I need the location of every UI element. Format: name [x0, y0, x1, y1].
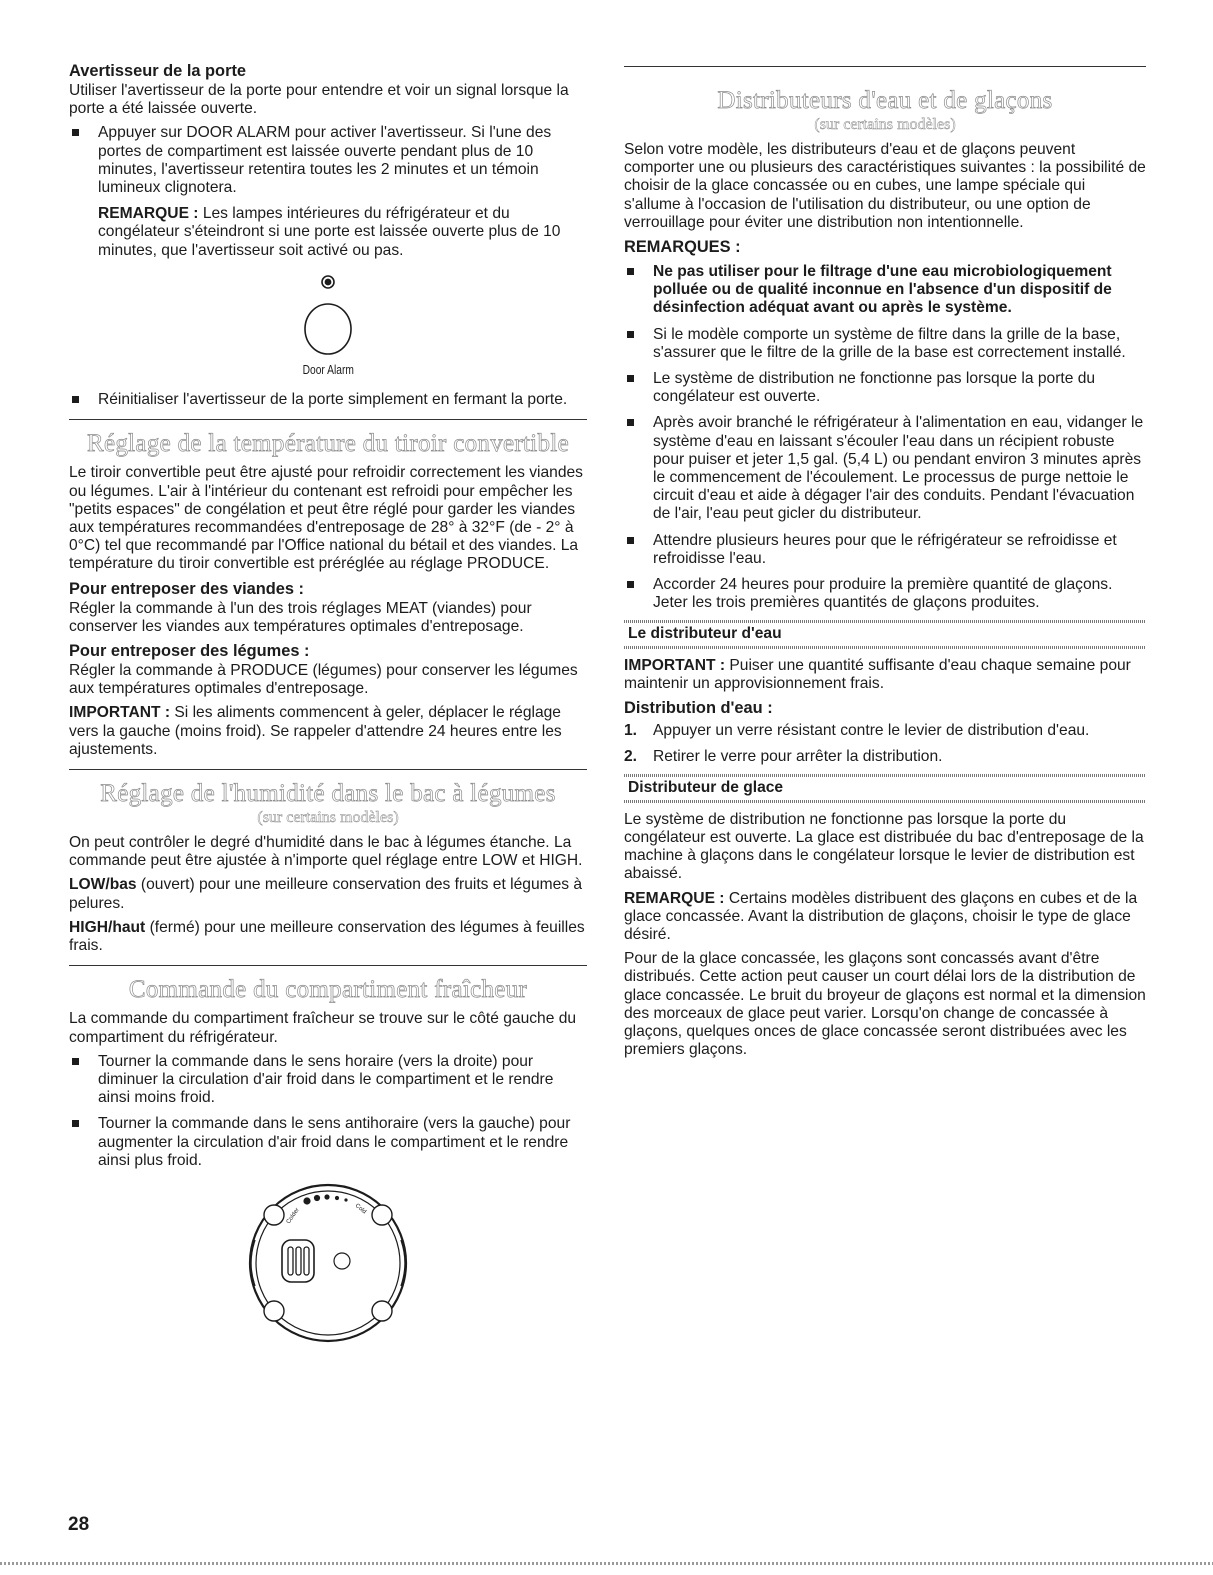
ice-paragraph-3: Pour de la glace concassée, les glaçons sont concassés avant d'être distribués. Cette action peut causer un court délai lors de la distribution de glace concassée. Le bruit du broyeur de glaçons est normal et la dimension des morceaux de glace peut varier. Lorsqu'on change de concassée à glaçons, quelques onces de glace concassée seront distribuées avec les premiers glaçons.: [624, 950, 1146, 1059]
note-text: Certains modèles distribuent des glaçons en cubes et de la glace concassée. Avant la distribution de glaçons, choisir le type de glace désiré.: [624, 889, 1138, 943]
dispensers-intro: Selon votre modèle, les distributeurs d'eau et de glaçons peuvent comporter une ou plusieurs des caractéristiques suivantes : la possibilité de choisir de la glace concassée ou en cubes, une lampe spéciale qui s'allume à l'occasion de l'utilisation du distributeur, ou une option de verrouillage pour éviter une distribution non intentionnelle.: [624, 141, 1146, 231]
step-text: Retirer le verre pour arrêter la distribution.: [653, 748, 943, 766]
important-text: Puiser une quantité suffisante d'eau chaque semaine pour maintenir un approvisionnement frais.: [624, 656, 1131, 692]
high-label: HIGH/haut: [69, 918, 146, 936]
meat-text: Régler la commande à l'un des trois réglages MEAT (viandes) pour conserver les viandes aux températures optimales d'entreposage.: [69, 599, 532, 635]
ice-note: [624, 890, 1146, 945]
ice-dispenser-subhead: Distributeur de glace: [624, 774, 1146, 802]
humidity-title: Réglage de l'humidité dans le bac à légumes: [100, 780, 556, 808]
note-bullet-freezer-door: Le système de distribution ne fonctionne pas lorsque la porte du congélateur est ouverte.: [624, 370, 1146, 406]
water-step: [624, 748, 1146, 766]
fresh-title: Commande du compartiment fraîcheur: [128, 976, 528, 1004]
important-text: Si les aliments commencent à geler, déplacer le réglage vers la gauche (moins froid). Se rappeler d'attendre 24 heures entre les ajustements.: [69, 704, 562, 758]
fresh-bullet-counterclockwise: Tourner la commande dans le sens antihoraire (vers la gauche) pour augmenter la circulation d'air froid dans le compartiment et le rendre ainsi plus froid.: [69, 1115, 587, 1170]
humidity-high: [69, 919, 587, 955]
door-alarm-figure: [69, 274, 587, 379]
bottom-dotted-line: [0, 1562, 1213, 1565]
note-bullet-ice: Accorder 24 heures pour produire la première quantité de glaçons. Jeter les trois premières quantités de glaçons produites.: [624, 576, 1146, 612]
fresh-list: [69, 1053, 587, 1170]
water-important: [624, 657, 1146, 693]
door-alarm-reset-bullet: Réinitialiser l'avertisseur de la porte simplement en fermant la porte.: [69, 391, 587, 409]
dial-icon: [243, 1178, 413, 1348]
note-label: REMARQUE :: [98, 205, 199, 223]
section-divider: [69, 419, 587, 420]
section-divider: [624, 66, 1146, 67]
dispensers-notes-list: [624, 263, 1146, 612]
water-dispensing-heading: Distribution d'eau :: [624, 699, 773, 718]
ice-paragraph-1: Le système de distribution ne fonctionne pas lorsque la porte du congélateur est ouverte. La glace est distribuée du bac d'entreposage de la machine à glaçons dans le congélateur lorsque le levier de distribution est abaissé.: [624, 810, 1144, 883]
door-alarm-list-2: [69, 391, 587, 409]
humidity-intro: On peut contrôler le degré d'humidité dans le bac à légumes étanche. La commande peut être ajustée à n'importe quel réglage entre LOW et HIGH.: [69, 834, 583, 870]
convertible-intro: Le tiroir convertible peut être ajusté pour refroidir correctement les viandes ou légumes. L'air à l'intérieur du contenant est refroidi pour empêcher les "petits espaces" de congélation et peut être réglé pour garder les viandes aux températures recommandées d'entreposage de 28° à 32°F (de - 2° à 0°C) tel que recommandé par l'Office national du bétail et des viandes. La température du tiroir convertible est préréglée au réglage PRODUCE.: [69, 464, 583, 573]
note-bullet-filter: Si le modèle comporte un système de filtre dans la grille de la base, s'assurer que le filtre de la grille de la base est correctement installé.: [624, 326, 1146, 362]
important-label: IMPORTANT :: [624, 656, 726, 674]
section-divider: [69, 769, 587, 770]
fresh-intro: La commande du compartiment fraîcheur se trouve sur le côté gauche du compartiment du réfrigérateur.: [69, 1010, 577, 1046]
convertible-important: [69, 704, 587, 759]
right-column: [624, 62, 1146, 1065]
meat-heading: Pour entreposer des viandes :: [69, 579, 305, 598]
humidity-subtitle: (sur certains modèles): [257, 809, 399, 827]
water-step: [624, 722, 1146, 740]
humidity-low: [69, 876, 587, 912]
dial-cold-label: Cold: [353, 1202, 368, 1216]
note-bullet-water-quality: Ne pas utiliser pour le filtrage d'une eau microbiologiquement polluée ou de qualité inconnue en l'absence d'un dispositif de désinfection adéquat avant ou après le système.: [624, 263, 1146, 318]
step-number: 2.: [624, 748, 638, 766]
section-divider: [69, 965, 587, 966]
water-steps: [624, 722, 1146, 766]
note-text: Les lampes intérieures du réfrigérateur et du congélateur s'éteindront si une porte est laissée ouverte plus de 10 minutes, que l'avertisseur soit activé ou pas.: [98, 205, 561, 259]
dial-colder-label: Colder: [285, 1207, 301, 1226]
dispensers-subtitle: (sur certains modèles): [814, 116, 956, 133]
high-text: (fermé) pour une meilleure conservation des légumes à feuilles frais.: [69, 918, 585, 955]
left-column: [69, 62, 587, 1353]
step-number: 1.: [624, 722, 638, 740]
notes-heading: REMARQUES :: [624, 238, 741, 257]
fresh-bullet-clockwise: Tourner la commande dans le sens horaire (vers la droite) pour diminuer la circulation d'air froid dans le compartiment et le rendre ainsi moins froid.: [69, 1053, 587, 1108]
dispensers-title: Distributeurs d'eau et de glaçons: [717, 87, 1053, 114]
door-alarm-list: [69, 124, 587, 197]
step-text: Appuyer un verre résistant contre le levier de distribution d'eau.: [653, 722, 1090, 740]
water-dispenser-subhead: Le distributeur d'eau: [624, 620, 1146, 648]
door-alarm-note: [69, 205, 587, 260]
door-alarm-button-icon: [298, 274, 358, 356]
low-label: LOW/bas: [69, 876, 137, 894]
note-bullet-wait: Attendre plusieurs heures pour que le réfrigérateur se refroidisse et refroidisse l'eau.: [624, 532, 1146, 568]
convertible-title: Réglage de la température du tiroir convertible: [87, 430, 569, 458]
veg-heading: Pour entreposer des légumes :: [69, 642, 310, 661]
veg-text: Régler la commande à PRODUCE (légumes) pour conserver les légumes aux températures optimales d'entreposage.: [69, 662, 578, 698]
note-label: REMARQUE :: [624, 889, 725, 907]
important-label: IMPORTANT :: [69, 704, 171, 722]
fresh-dial-figure: [69, 1178, 587, 1353]
door-alarm-bullet: Appuyer sur DOOR ALARM pour activer l'avertisseur. Si l'une des portes de compartiment est laissée ouverte pendant plus de 10 minutes, l'avertisseur retentira toutes les 2 minutes et un témoin lumineux clignotera.: [69, 124, 587, 197]
door-alarm-caption: Door Alarm: [302, 363, 354, 378]
low-text: (ouvert) pour une meilleure conservation des fruits et légumes à pelures.: [69, 876, 583, 912]
note-bullet-flush: Après avoir branché le réfrigérateur à l'alimentation en eau, vidanger le système d'eau en laissant s'écouler l'eau dans un récipient robuste pour puiser et jeter 1,5 gal. (5,4 L) ou pendant environ 3 minutes après le commencement de l'écoulement. Le processus de purge nettoie le circuit d'eau et aide à dégager l'air des conduits. Pendant l'évacuation de l'air, l'eau peut gicler du distributeur.: [624, 414, 1146, 523]
page-number: 28: [68, 1514, 90, 1535]
door-alarm-heading: Avertisseur de la porte: [69, 62, 247, 80]
door-alarm-intro: Utiliser l'avertisseur de la porte pour entendre et voir un signal lorsque la porte a été laissée ouverte.: [69, 82, 569, 118]
